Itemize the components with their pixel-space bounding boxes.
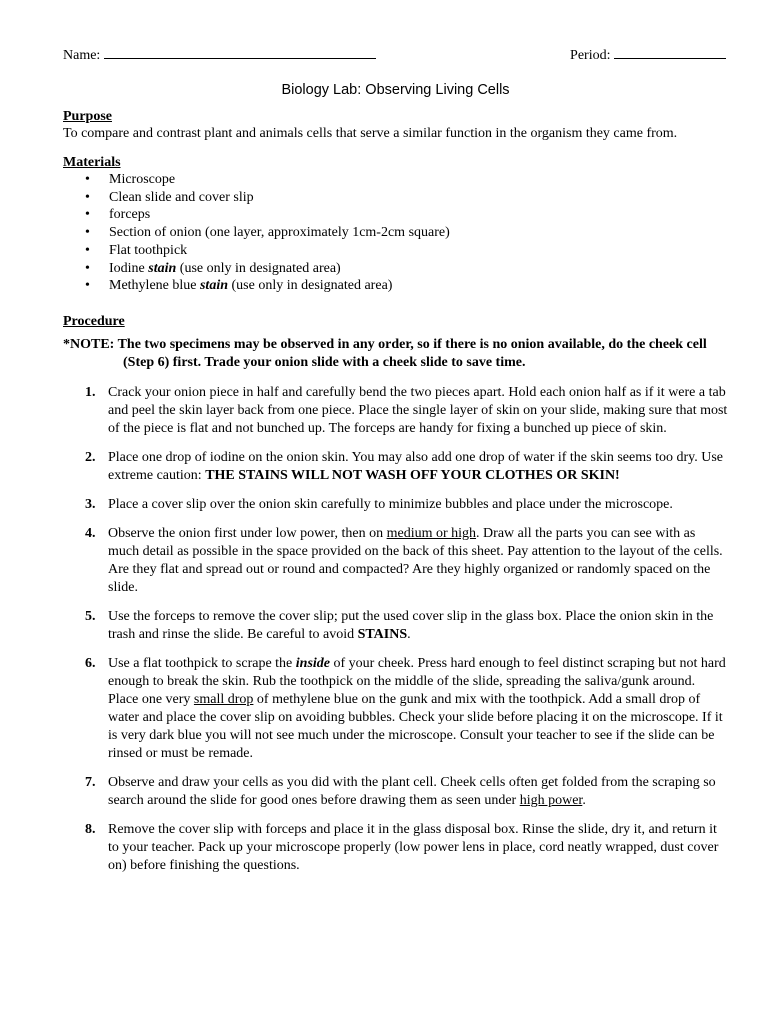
step-8: 8. Remove the cover slip with forceps and place it in the glass disposal box. Rinse the slide, dry it, and return it to your teacher. Pack up your microscope properly (low power lens in place, cord neatly wrapped, dust cover on) before finishing the questions. — [85, 821, 719, 873]
header — [63, 46, 728, 68]
step-number: 5. — [85, 608, 96, 624]
step-3: 3. Place a cover slip over the onion skin carefully to minimize bubbles and place under the microscope. — [85, 496, 673, 512]
name-field — [63, 46, 376, 64]
bullet-icon: • — [85, 260, 90, 276]
step-6: 6. Use a flat toothpick to scrape the inside of your cheek. Press hard enough to feel distinct scraping but not hard enough to break the skin. Rub the toothpick on the middle of the slide, spreading the saliva/gunk around. Place one very small drop of methylene blue on the gunk and mix with the toothpick. Add a small drop of water and place the cover slip on avoiding bubbles. Check your slide before placing it on the microscope. If it is very dark blue you will not see much under the microscope. Consult your teacher to see if the slide can be rinsed or must be remade. — [85, 655, 726, 761]
step-number: 6. — [85, 655, 96, 671]
procedure-note: *NOTE: The two specimens may be observed in any order, so if there is no onion available, do the cheek cell (Step 6) first. Trade your onion slide with a cheek slide to save time. — [63, 336, 707, 370]
materials-heading: Materials — [63, 155, 121, 170]
page-title: Biology Lab: Observing Living Cells — [281, 82, 510, 98]
bullet-icon: • — [85, 242, 90, 258]
list-item: • Microscope — [85, 172, 176, 187]
bullet-icon: • — [85, 172, 90, 187]
list-item: • Clean slide and cover slip — [85, 189, 254, 205]
worksheet-page — [63, 46, 728, 875]
step-1: 1. Crack your onion piece in half and carefully bend the two pieces apart. Hold each onion half as if it were a tab and peel the skin layer back from one piece. Place the single layer of skin on your slide, making sure that most of the piece is flat and not bunched up. The forceps are handy for fixing a bunched up piece of skin. — [85, 384, 728, 436]
procedure-heading: Procedure — [63, 313, 125, 329]
stains-warning: THE STAINS WILL NOT WASH OFF YOUR CLOTHES OR SKIN! — [205, 467, 620, 483]
bullet-icon: • — [85, 189, 90, 205]
step-5: 5. Use the forceps to remove the cover slip; put the used cover slip in the glass box. Place the onion skin in the trash and rinse the slide. Be careful to avoid STAINS. — [85, 608, 714, 642]
period-label: Period: — [570, 48, 611, 63]
list-item: • Iodine stain (use only in designated area) — [85, 260, 341, 276]
step-number: 1. — [85, 384, 96, 400]
period-blank-line[interactable] — [614, 46, 726, 59]
list-item: • Section of onion (one layer, approximately 1cm-2cm square) — [85, 225, 450, 241]
procedure-steps — [63, 384, 728, 875]
purpose-heading: Purpose — [63, 109, 112, 124]
materials-list — [63, 171, 728, 295]
period-field — [570, 46, 726, 64]
step-number: 2. — [85, 449, 96, 465]
name-label: Name: — [63, 48, 101, 63]
purpose-text: To compare and contrast plant and animals cells that serve a similar function in the organism they came from. — [63, 126, 678, 141]
bullet-icon: • — [85, 225, 90, 241]
list-item: • Methylene blue stain (use only in designated area) — [85, 278, 393, 294]
step-2: 2. Place one drop of iodine on the onion skin. You may also add one drop of water if the skin seems too dry. Use extreme caution: THE STAINS WILL NOT WASH OFF YOUR CLOTHES OR SKIN! — [85, 449, 723, 483]
step-4: 4. Observe the onion first under low power, then on medium or high. Draw all the parts you can see with as much detail as possible in the space provided on the back of this sheet. Pay attention to the layout of the cells. Are they flat and spread out or round and compacted? Are they highly organized or randomly spaced on the slide. — [85, 525, 723, 595]
name-blank-line[interactable] — [104, 46, 376, 59]
list-item: • forceps — [85, 207, 151, 223]
list-item: • Flat toothpick — [85, 242, 188, 258]
bullet-icon: • — [85, 278, 90, 294]
step-7: 7. Observe and draw your cells as you did with the plant cell. Cheek cells often get folded from the scraping so search around the slide for good ones before drawing them as seen under high power. — [85, 774, 716, 808]
step-number: 7. — [85, 774, 96, 790]
step-number: 4. — [85, 525, 96, 541]
bullet-icon: • — [85, 207, 90, 223]
step-number: 3. — [85, 496, 96, 512]
step-number: 8. — [85, 821, 96, 837]
